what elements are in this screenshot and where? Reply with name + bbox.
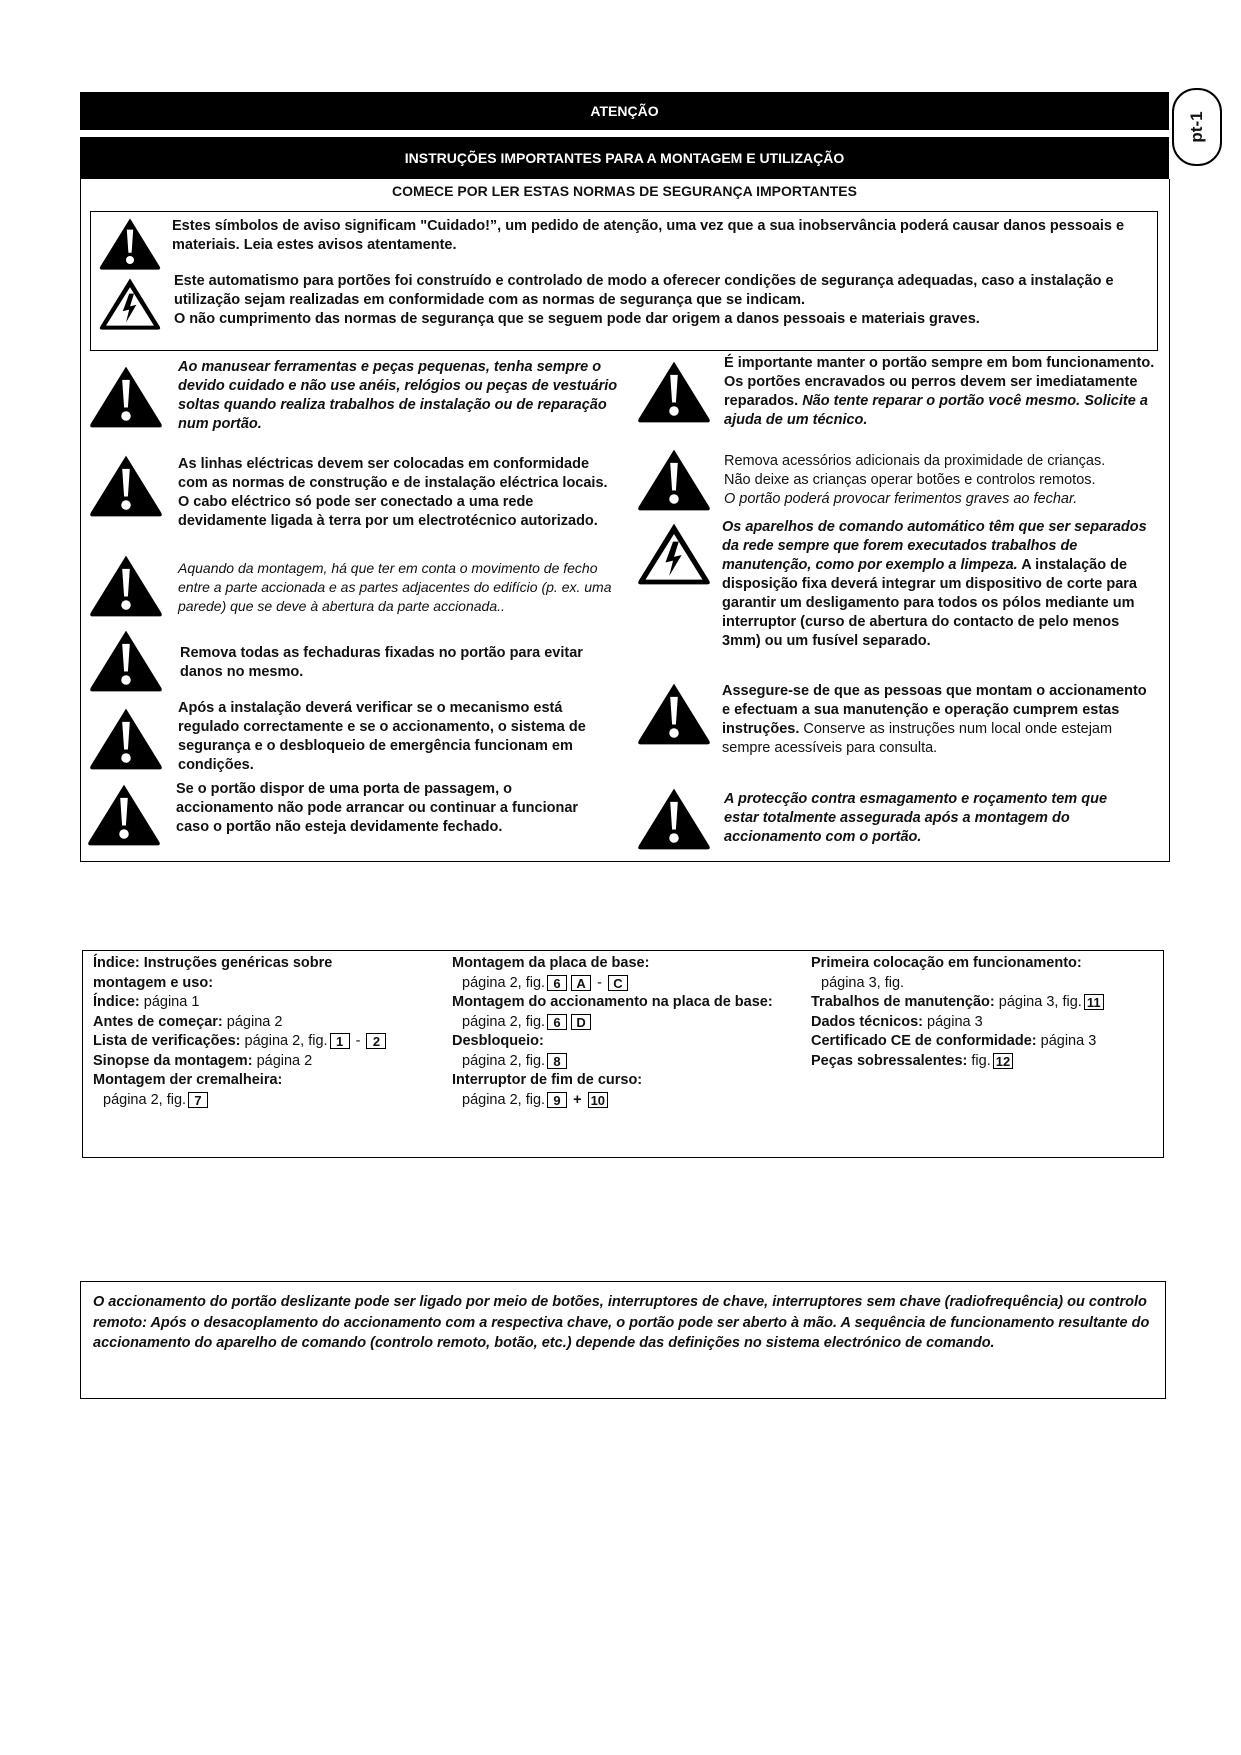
figure-ref: C: [608, 975, 628, 991]
entry-value: página 2, fig.: [462, 1091, 546, 1108]
entry-value: fig.: [971, 1052, 991, 1069]
index-entry-primeira-value: página 3, fig.: [821, 974, 905, 991]
warning-icon: [88, 452, 164, 520]
left-warning-2: As linhas eléctricas devem ser colocadas em conformidade com as normas de construção e de instalação eléctrica locais. O cabo eléctrico só pode ser conectado a uma rede devidamente ligada à terra por um electrotécnico autorizado.: [178, 456, 608, 529]
figure-ref: 6: [547, 1014, 567, 1030]
figure-ref: 12: [993, 1053, 1013, 1069]
entry-value: página 2: [226, 1013, 283, 1030]
figure-ref: 6: [547, 975, 567, 991]
index-entry-dados: [811, 1013, 1106, 1033]
left-warning-3: Aquando da montagem, há que ter em conta o movimento de fecho entre a parte accionada e as partes adjacentes do edifício (p. ex. uma parede) que se deve à abertura da parte accionada..: [178, 560, 612, 614]
page-tab-label: pt-1: [1187, 111, 1206, 143]
warning-icon: [636, 446, 712, 514]
figure-ref: 7: [188, 1092, 208, 1108]
warning-icon: [88, 705, 164, 773]
entry-label: Peças sobressalentes:: [811, 1052, 968, 1069]
note-text: O accionamento do portão deslizante pode ser ligado por meio de botões, interruptores de chave, interruptores sem chave (radiofrequência) ou controlo remoto: Após o desacoplamento do accionamento com a respectiva chave, o portão pode ser aberto à mão. A sequência de funcionamento resultante do accionamento do aparelho de comando (controlo remoto, botão, etc.) depende das definições no sistema electrónico de comando.: [93, 1294, 1150, 1351]
warning-icon: [88, 627, 164, 695]
warning-icon: [98, 216, 162, 272]
entry-label: Trabalhos de manutenção:: [811, 994, 995, 1010]
entry-value: página 2, fig.: [462, 974, 546, 991]
entry-value: página 2: [256, 1052, 313, 1069]
index-entry-accionamento-value: [452, 1013, 773, 1033]
attention-title: ATENÇÃO: [590, 103, 659, 119]
left-warning-6: Se o portão dispor de uma porta de passagem, o accionamento não pode arrancar ou continuar a funcionar caso o portão não esteja devidamente fechado.: [176, 781, 579, 835]
index-entry-primeira: Primeira colocação em funcionamento:: [811, 955, 1082, 971]
index-column-2: [452, 954, 773, 1110]
right-warning-2-line-b: Não deixe as crianças operar botões e controlos remotos.: [724, 472, 1096, 488]
index-title-1: Índice: Instruções genéricas sobre: [93, 955, 333, 971]
right-warning-3: [722, 518, 1152, 651]
right-warning-2: [724, 452, 1174, 509]
index-column-1: [93, 954, 388, 1110]
warning-icon: [636, 358, 712, 426]
warning-icon: [636, 785, 712, 853]
right-warning-2-line-c: O portão poderá provocar ferimentos graves ao fechar.: [724, 491, 1078, 507]
electric-shock-icon: [636, 520, 712, 588]
warning-icon: [88, 363, 164, 431]
entry-value: página 1: [143, 994, 200, 1010]
left-warning-1: Ao manusear ferramentas e peças pequenas, tenha sempre o devido cuidado e não use anéis, relógios ou peças de vestuário soltas quando realiza trabalhos de instalação ou de reparação num portão.: [178, 359, 618, 432]
right-warning-4-bold: Assegure-se de que as pessoas que montam o accionamento e efectuam a sua manutenção e operação cumprem estas instruções.: [722, 683, 1147, 737]
instructions-title: INSTRUÇÕES IMPORTANTES PARA A MONTAGEM E UTILIZAÇÃO: [404, 150, 845, 166]
index-entry-sinopse: [93, 1052, 388, 1072]
intro-text-1: Estes símbolos de aviso significam "Cuidado!”, um pedido de atenção, uma vez que a sua inobservância poderá causar danos pessoais e materiais. Leia estes avisos atentamente.: [172, 218, 1125, 253]
right-warning-2-line-a: Remova acessórios adicionais da proximidade de crianças.: [724, 453, 1106, 469]
right-warning-1-bold: É importante manter o portão sempre em bom funcionamento. Os portões encravados ou perros devem ser imediatamente reparados.: [724, 355, 1155, 409]
entry-value: página 3: [927, 1013, 983, 1030]
right-warning-3-bold: A instalação de disposição fixa deverá integrar um dispositivo de corte para garantir um desligamento para todos os pólos mediante um interruptor (curso de abertura do contacto de pelo menos 3mm) ou um fusível separado.: [722, 557, 1137, 649]
electric-shock-icon: [98, 276, 162, 332]
right-warning-1: [724, 354, 1164, 430]
index-entry-cremalheira: Montagem der cremalheira:: [93, 1072, 283, 1088]
index-entry-manutencao: [811, 993, 1106, 1013]
left-warning-4: Remova todas as fechaduras fixadas no portão para evitar danos no mesmo.: [180, 645, 583, 680]
warning-icon: [86, 781, 162, 849]
right-warning-4-normal: Conserve as instruções num local onde estejam sempre acessíveis para consulta.: [722, 721, 1113, 756]
entry-value: página 2, fig.: [462, 1052, 546, 1069]
figure-ref: 11: [1084, 994, 1104, 1010]
right-warning-3-italic: Os aparelhos de comando automático têm que ser separados da rede sempre que forem executados trabalhos de manutenção, como por exemplo a limpeza.: [722, 519, 1147, 573]
figure-ref: 8: [547, 1053, 567, 1069]
entry-label: Lista de verificações:: [93, 1033, 241, 1049]
index-entry-desbloqueio: Desbloqueio:: [452, 1033, 544, 1049]
separator: +: [573, 1091, 582, 1108]
index-entry-placa: Montagem da placa de base:: [452, 955, 650, 971]
entry-label: Certificado CE de conformidade:: [811, 1033, 1037, 1049]
right-warning-1-italic: Não tente reparar o portão você mesmo. Solicite a ajuda de um técnico.: [724, 393, 1148, 428]
entry-label: Sinopse da montagem:: [93, 1052, 253, 1069]
index-entry-cremalheira-value: [93, 1091, 388, 1111]
attention-bar: [80, 92, 1169, 130]
intro-text-3: O não cumprimento das normas de segurança que se seguem pode dar origem a danos pessoais e materiais graves.: [174, 311, 980, 327]
entry-label: Dados técnicos:: [811, 1013, 923, 1030]
index-entry-fim-de-curso-value: [452, 1091, 773, 1111]
figure-ref: 2: [366, 1033, 386, 1049]
entry-value: página 2, fig.: [103, 1091, 187, 1108]
index-entry-desbloqueio-value: [452, 1052, 773, 1072]
warning-icon: [636, 680, 712, 748]
entry-value: página 3: [1040, 1033, 1097, 1049]
index-entry-placa-value: [452, 974, 773, 994]
entry-value: página 3, fig.: [998, 994, 1082, 1010]
index-entry-antes: [93, 1013, 388, 1033]
figure-ref: 10: [588, 1092, 608, 1108]
figure-ref: 1: [330, 1033, 350, 1049]
entry-label: Índice:: [93, 994, 140, 1010]
index-entry-lista: [93, 1032, 388, 1052]
index-entry-accionamento: Montagem do accionamento na placa de base:: [452, 994, 773, 1010]
figure-ref: D: [571, 1014, 591, 1030]
right-warning-4: [722, 682, 1152, 758]
separator: -: [355, 1033, 361, 1049]
figure-ref: A: [571, 975, 591, 991]
figure-ref: 9: [547, 1092, 567, 1108]
page-tab: [1172, 88, 1222, 166]
index-entry-certificado: [811, 1032, 1106, 1052]
intro-text-2: Este automatismo para portões foi construído e controlado de modo a oferecer condições de segurança adequadas, caso a instalação e utilização sejam realizadas em conformidade com as normas de segurança que se indicam.: [174, 273, 1114, 308]
instructions-bar: [80, 137, 1169, 179]
read-first-heading: COMECE POR LER ESTAS NORMAS DE SEGURANÇA IMPORTANTES: [392, 183, 857, 199]
entry-value: página 2, fig.: [244, 1033, 328, 1049]
right-warning-5: A protecção contra esmagamento e roçamento tem que estar totalmente assegurada após a montagem do accionamento com o portão.: [724, 791, 1108, 845]
separator: -: [597, 974, 602, 991]
index-entry-fim-de-curso: Interruptor de fim de curso:: [452, 1072, 643, 1088]
left-warning-5: Após a instalação deverá verificar se o mecanismo está regulado correctamente e se o accionamento, o sistema de segurança e o desbloqueio de emergência funcionam em condições.: [178, 700, 586, 773]
index-entry-pecas: [811, 1052, 1106, 1072]
index-title-2: montagem e uso:: [93, 974, 214, 991]
warning-icon: [88, 552, 164, 620]
index-column-3: [811, 954, 1106, 1071]
entry-value: página 2, fig.: [462, 1013, 546, 1030]
entry-label: Antes de começar:: [93, 1013, 223, 1030]
index-entry-indice: [93, 993, 388, 1013]
